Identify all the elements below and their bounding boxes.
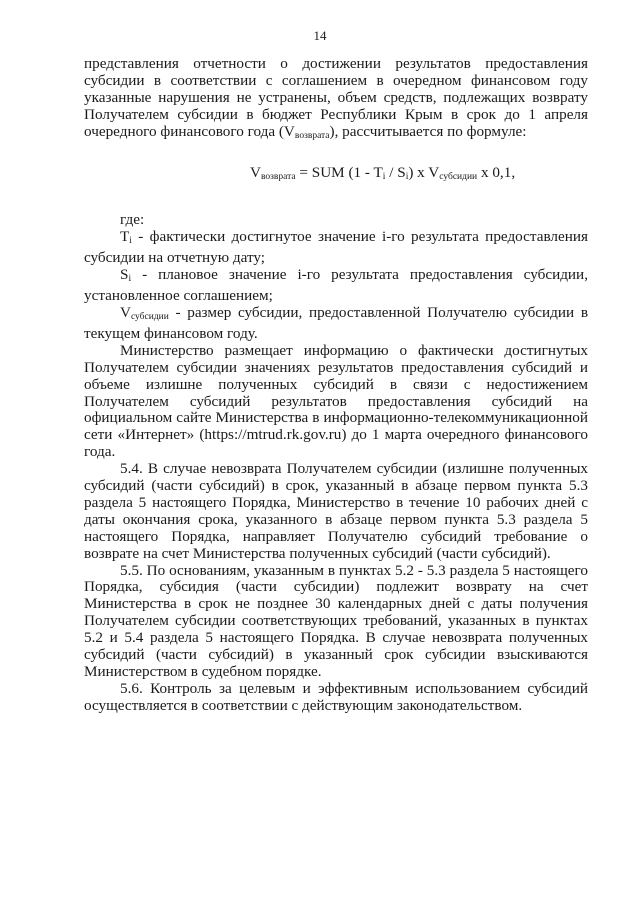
formula-part-1: = SUM (1 - T xyxy=(295,163,383,181)
intro-text: представления отчетности о достижении результатов предоставления субсидии в соответствии с соглашением в очередном финансовом году указанные нарушения не устранены, объем средств, подлежащих возврату Получателем субсидии в бюджет Республики Крым в срок до 1 апреля очередного финансового года (V xyxy=(84,55,588,140)
formula-part-2: / S xyxy=(385,163,406,181)
variable-t-sub: i xyxy=(129,236,132,247)
page-number: 14 xyxy=(313,28,327,43)
formula-part-4: x 0,1, xyxy=(477,163,516,181)
formula-t-sub: i xyxy=(382,171,386,182)
variable-t xyxy=(84,229,588,267)
variable-v-symbol: V xyxy=(120,303,131,321)
variable-s-symbol: S xyxy=(120,266,129,284)
document-body xyxy=(84,56,588,715)
section-5-4: 5.4. В случае невозврата Получателем субсидии (излишне полученных субсидий (части субсидий) в срок, указанный в абзаце первом пункта 5.3 раздела 5 настоящего Порядка, Министерство в течение 10 рабочих дней с даты окончания срока, указанного в абзаце первом пункта 5.3 раздела 5 настоящего Порядка, направляет Получателю субсидий требование о возврате на счет Министерства полученных субсидий (части субсидий). xyxy=(84,460,588,562)
formula-part-3: ) x V xyxy=(408,163,440,181)
variable-s-sub: i xyxy=(128,274,132,285)
formula-v2-sub: субсидии xyxy=(439,171,478,182)
formula xyxy=(84,165,588,186)
formula-s-sub: i xyxy=(405,171,409,182)
variable-t-symbol: T xyxy=(120,228,130,246)
variable-v-text: - размер субсидии, предоставленной Получателю субсидии в текущем финансовом году. xyxy=(84,303,588,342)
variable-t-text: - фактически достигнутое значение i-го результата предоставления субсидии на отчетную дату; xyxy=(84,228,588,267)
section-5-5: 5.5. По основаниям, указанным в пунктах 5.2 - 5.3 раздела 5 настоящего Порядка, субсидия (части субсидии) подлежит возврату на счет Министерства в срок не позднее 30 календарных дней с даты получения Получателем субсидии соответствующих требований, указанных в пунктах 5.2 и 5.4 раздела 5 настоящего Порядка. В случае невозврата полученных субсидий (части субсидий) в указанный срок субсидии взыскиваются Министерством в судебном порядке. xyxy=(84,561,588,680)
intro-subscript: возврата xyxy=(294,130,330,141)
ministry-paragraph: Министерство размещает информацию о фактически достигнутых Получателем субсидии значениях результатов предоставления субсидий и объеме излишне полученных субсидий в связи с недостижением Получателем субсидий результатов предоставления субсидий на официальном сайте Министерства в информационно-телекоммуникационной сети «Интернет» (https://mtrud.rk.gov.ru) до 1 марта очередного финансового года. xyxy=(84,341,588,461)
intro-paragraph xyxy=(84,56,588,145)
formula-v: V xyxy=(250,163,261,181)
variable-s xyxy=(84,267,588,305)
formula-v-sub: возврата xyxy=(260,171,296,182)
variable-s-text: - плановое значение i-го результата предоставления субсидии, установленное соглашением; xyxy=(84,266,588,305)
where-label: где: xyxy=(120,211,145,229)
variable-v xyxy=(84,305,588,343)
variable-v-sub: субсидии xyxy=(130,311,169,322)
intro-tail: ), рассчитывается по формуле: xyxy=(329,122,527,140)
section-5-6: 5.6. Контроль за целевым и эффективным использованием субсидий осуществляется в соответствии с действующим законодательством. xyxy=(84,679,588,714)
